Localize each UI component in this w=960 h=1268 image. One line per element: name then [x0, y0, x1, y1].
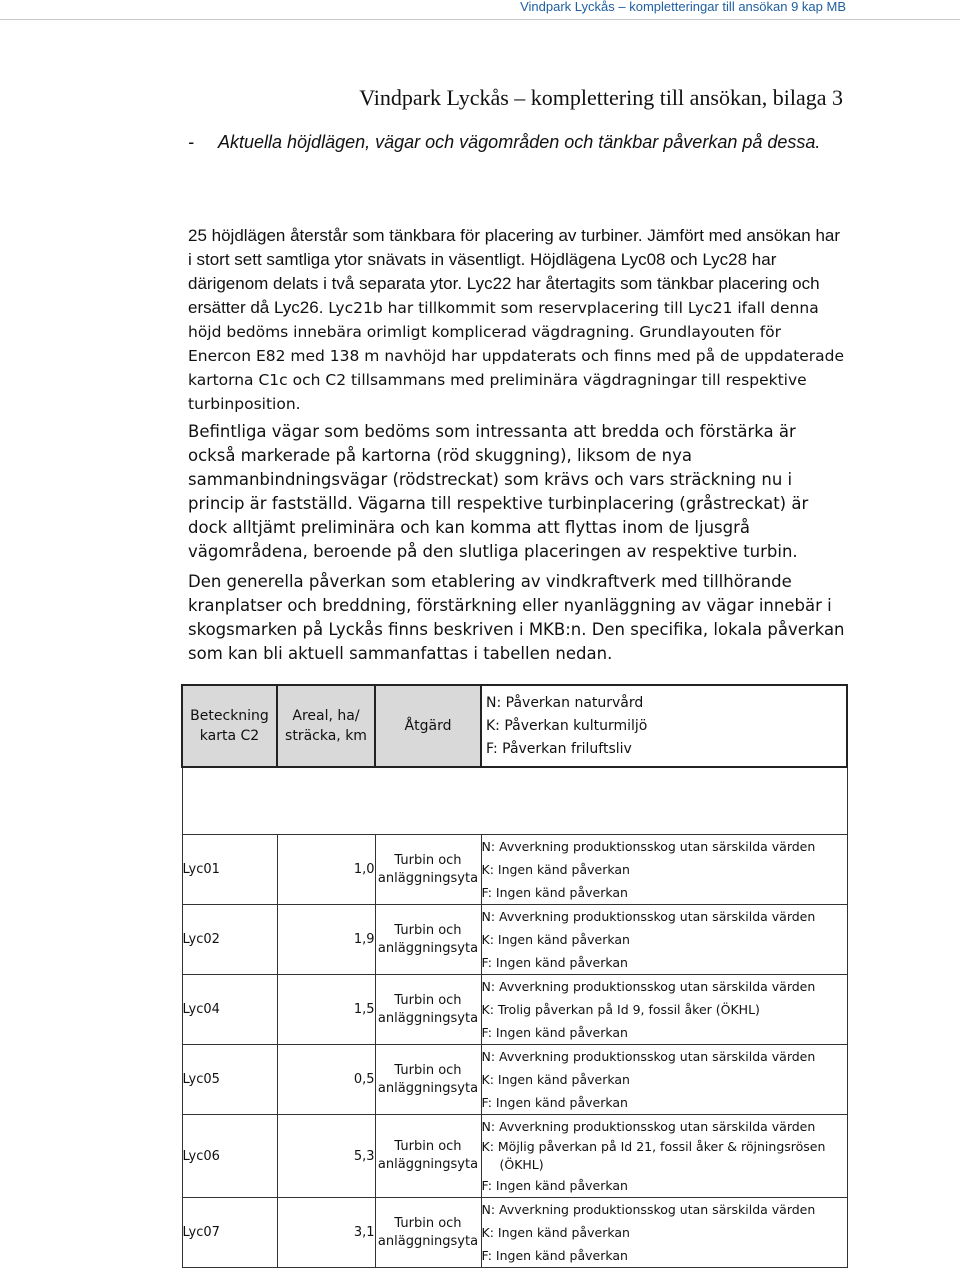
header-id: Beteckning karta C2	[182, 685, 277, 767]
header-impact-f: F: Påverkan friluftsliv	[486, 740, 632, 757]
impact-line: K: Ingen känd påverkan	[481, 932, 630, 947]
impact-line: N: Avverkning produktionsskog utan särskilda värden	[481, 909, 816, 924]
table-row	[182, 1045, 847, 1115]
paragraph-impact: Den generella påverkan som etablering av vindkraftverk med tillhörande kranplatser och breddning, förstärkning eller nyanläggning av vägar innebär i skogsmarken på Lyckås finns beskriven i MKB:n. Den specifika, lokala påverkan som kan bli aktuell sammanfattas i tabellen nedan.	[188, 572, 845, 663]
impact-line: F: Ingen känd påverkan	[481, 1248, 628, 1263]
paragraph-1b: Lyc21b har tillkommit som reservplacering till Lyc21 ifall denna höjd bedöms innebära orimligt komplicerad vägdragning.	[188, 299, 819, 341]
header-impact-k: K: Påverkan kulturmiljö	[486, 717, 648, 734]
cell-impact	[481, 835, 847, 905]
impact-line: F: Ingen känd påverkan	[481, 955, 628, 970]
impact-line: N: Avverkning produktionsskog utan särskilda värden	[481, 1049, 816, 1064]
cell-action: Turbin och anläggningsyta	[375, 1115, 481, 1198]
document-title: Vindpark Lyckås – komplettering till ansökan, bilaga 3	[359, 85, 843, 110]
header-area: Areal, ha/ sträcka, km	[277, 685, 375, 767]
bullet-text: Aktuella höjdlägen, vägar och vägområden och tänkbar påverkan på dessa.	[218, 132, 821, 152]
paragraph-layout-update	[188, 224, 848, 416]
cell-area: 1,5	[277, 975, 375, 1045]
cell-action: Turbin och anläggningsyta	[375, 975, 481, 1045]
table-header-row	[182, 685, 847, 767]
cell-impact	[481, 975, 847, 1045]
table-spacer-cell	[182, 767, 847, 835]
impact-line: K: Trolig påverkan på Id 9, fossil åker (ÖKHL)	[481, 1002, 760, 1017]
paragraph-roads: Befintliga vägar som bedöms som intressanta att bredda och förstärka är också markerade på kartorna (röd skuggning), liksom de nya sammanbindningsvägar (rödstreckat) som krävs och vars sträckning nu i princip är fastställd. Vägarna till respektive turbinplacering (gråstreckat) är dock alltjämt preliminära och kan komma att flyttas inom de ljusgrå vägområdena, beroende på den slutliga placeringen av respektive turbin.	[188, 422, 809, 561]
cell-id: Lyc06	[182, 1115, 277, 1198]
impact-line: F: Ingen känd påverkan	[481, 1025, 628, 1040]
cell-id: Lyc07	[182, 1198, 277, 1268]
impact-line: F: Ingen känd påverkan	[481, 1178, 628, 1193]
running-header: Vindpark Lyckås – kompletteringar till ansökan 9 kap MB	[520, 0, 846, 14]
cell-area: 3,1	[277, 1198, 375, 1268]
impact-line: F: Ingen känd påverkan	[481, 885, 628, 900]
header-impact	[481, 685, 847, 767]
cell-action: Turbin och anläggningsyta	[375, 1198, 481, 1268]
cell-id: Lyc02	[182, 905, 277, 975]
bullet-dash: -	[188, 132, 194, 152]
impact-table	[181, 684, 848, 1268]
table-row	[182, 1115, 847, 1198]
table-spacer	[182, 767, 847, 835]
impact-line: F: Ingen känd påverkan	[481, 1095, 628, 1110]
table-row	[182, 1198, 847, 1268]
cell-id: Lyc01	[182, 835, 277, 905]
impact-line: K: Ingen känd påverkan	[481, 1072, 630, 1087]
table-row	[182, 835, 847, 905]
impact-line: K: Möjlig påverkan på Id 21, fossil åker & röjningsrösen (ÖKHL)	[481, 1139, 826, 1172]
cell-area: 1,9	[277, 905, 375, 975]
cell-action: Turbin och anläggningsyta	[375, 835, 481, 905]
paragraph-1a: 25 höjdlägen återstår som tänkbara för placering av turbiner. Jämfört med ansökan har i stort sett samtliga ytor snävats in väsentligt. Höjdlägena Lyc08 och Lyc28 har därigenom delats i två separata ytor. Lyc22 har återtagits som tänkbar placering och ersätter då Lyc26.	[188, 226, 841, 317]
table-row	[182, 905, 847, 975]
section-bullet	[188, 130, 838, 154]
impact-line: N: Avverkning produktionsskog utan särskilda värden	[481, 1202, 816, 1217]
cell-area: 5,3	[277, 1115, 375, 1198]
cell-impact	[481, 905, 847, 975]
cell-area: 1,0	[277, 835, 375, 905]
cell-impact	[481, 1045, 847, 1115]
header-divider	[0, 19, 960, 20]
impact-line: N: Avverkning produktionsskog utan särskilda värden	[481, 1119, 816, 1134]
header-impact-n: N: Påverkan naturvård	[486, 694, 644, 711]
cell-impact	[481, 1198, 847, 1268]
cell-id: Lyc04	[182, 975, 277, 1045]
cell-area: 0,5	[277, 1045, 375, 1115]
cell-action: Turbin och anläggningsyta	[375, 1045, 481, 1115]
table-row	[182, 975, 847, 1045]
cell-impact	[481, 1115, 847, 1198]
impact-line: N: Avverkning produktionsskog utan särskilda värden	[481, 839, 816, 854]
impact-line: N: Avverkning produktionsskog utan särskilda värden	[481, 979, 816, 994]
cell-id: Lyc05	[182, 1045, 277, 1115]
header-action: Åtgärd	[375, 685, 481, 767]
impact-line: K: Ingen känd påverkan	[481, 1225, 630, 1240]
impact-line: K: Ingen känd påverkan	[481, 862, 630, 877]
cell-action: Turbin och anläggningsyta	[375, 905, 481, 975]
paragraph-1c: Grundlayouten för Enercon E82 med 138 m navhöjd har uppdaterats och finns med på de uppdaterade kartorna C1c och C2 tillsammans med preliminära vägdragningar till respektive turbinposition.	[188, 323, 845, 413]
